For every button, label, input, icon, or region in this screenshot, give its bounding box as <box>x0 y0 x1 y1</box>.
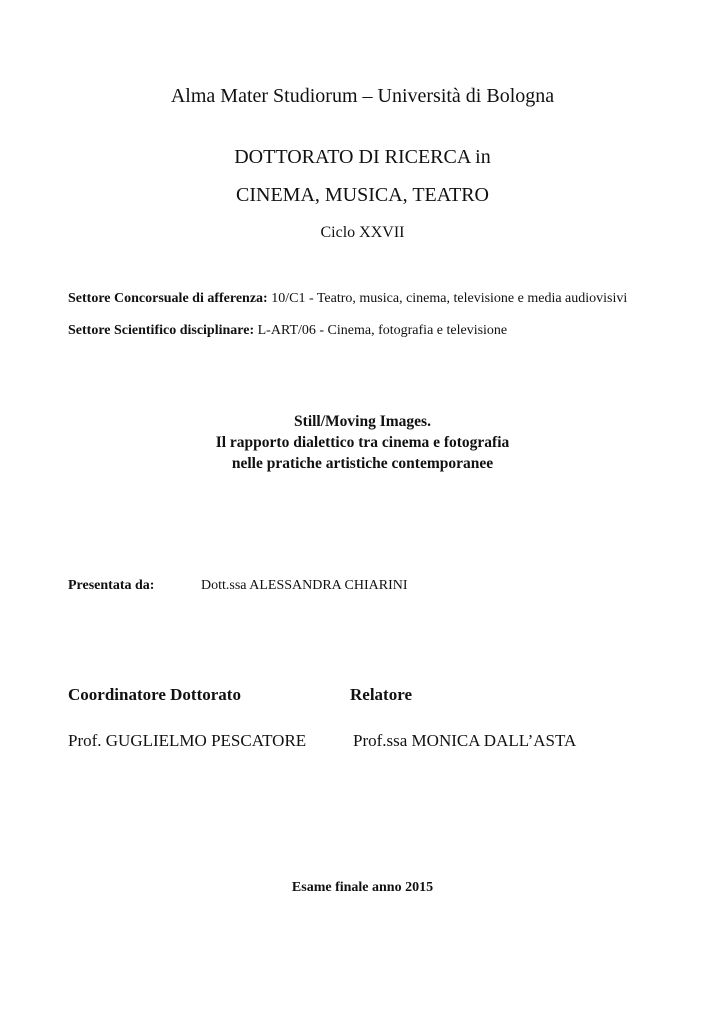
exam-year: Esame finale anno 2015 <box>291 880 434 895</box>
doctorate-heading: DOTTORATO DI RICERCA in <box>234 146 491 168</box>
sector-disciplinare-value: L-ART/06 - Cinema, fotografia e televisione <box>254 323 508 338</box>
advisor-label: Relatore <box>350 685 412 704</box>
sector-concorsuale <box>68 291 627 307</box>
coordinator-label: Coordinatore Dottorato <box>68 685 241 704</box>
sector-concorsuale-label: Settore Concorsuale di afferenza: <box>68 291 268 306</box>
thesis-title-line-2: Il rapporto dialettico tra cinema e fotografia <box>215 434 510 451</box>
advisor-name: Prof.ssa MONICA DALL’ASTA <box>353 731 577 750</box>
sector-disciplinare <box>68 323 507 339</box>
presenter-label: Presentata da: <box>68 578 155 593</box>
thesis-title-line-3: nelle pratiche artistiche contemporanee <box>231 455 494 472</box>
coordinator-name: Prof. GUGLIELMO PESCATORE <box>68 731 307 750</box>
program-name: CINEMA, MUSICA, TEATRO <box>236 184 489 206</box>
cycle-label: Ciclo XXVII <box>320 224 405 241</box>
university-name: Alma Mater Studiorum – Università di Bologna <box>170 85 555 107</box>
sector-disciplinare-label: Settore Scientifico disciplinare: <box>68 323 255 338</box>
presenter-name: Dott.ssa ALESSANDRA CHIARINI <box>201 578 408 593</box>
sector-concorsuale-value: 10/C1 - Teatro, musica, cinema, televisione e media audiovisivi <box>267 291 628 306</box>
thesis-title-line-1: Still/Moving Images. <box>294 413 431 430</box>
